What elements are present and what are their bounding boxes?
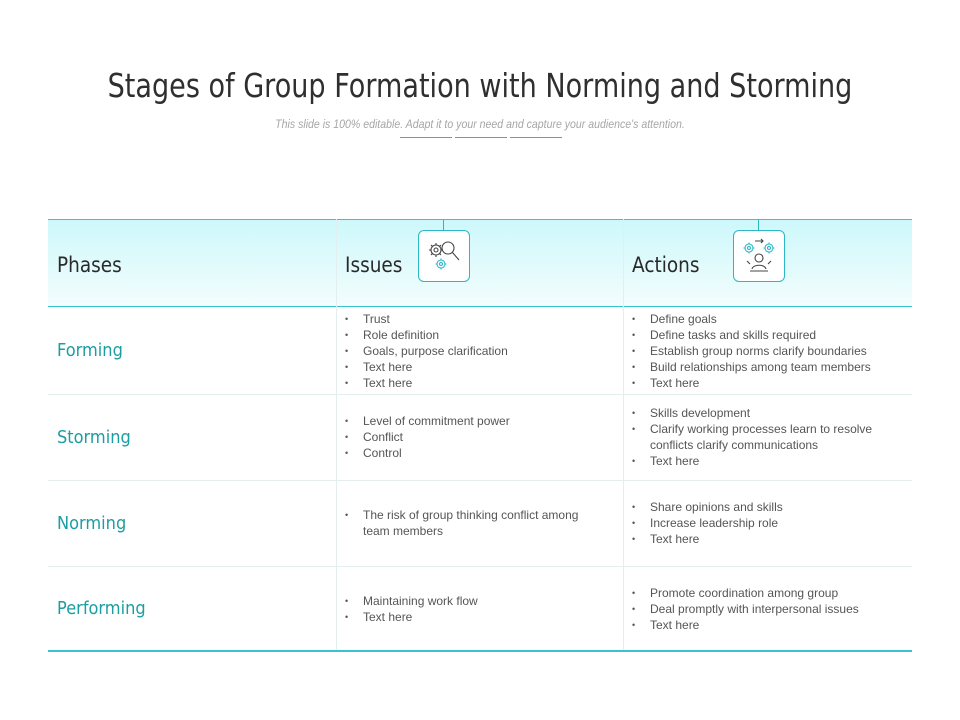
list-item: • Text here — [632, 453, 897, 469]
issues-icon-stem — [443, 220, 444, 230]
list-item: • Increase leadership role — [632, 515, 897, 531]
issues-list — [345, 311, 595, 391]
phase-label: Storming — [57, 427, 131, 448]
issues-list — [345, 507, 595, 539]
list-item: • Text here — [345, 375, 595, 391]
list-item: • Conflict — [345, 429, 595, 445]
issues-list — [345, 593, 595, 625]
list-item: • Establish group norms clarify boundaries — [632, 343, 897, 359]
list-item: • Promote coordination among group — [632, 585, 897, 601]
list-item: • Build relationships among team members — [632, 359, 897, 375]
actions-list — [632, 585, 897, 633]
list-item: • Skills development — [632, 405, 897, 421]
header-phases: Phases — [57, 253, 122, 277]
slide-subtitle: This slide is 100% editable. Adapt it to your need and capture your audience's attention. — [275, 117, 685, 131]
list-item: • Share opinions and skills — [632, 499, 897, 515]
actions-icon-stem — [758, 220, 759, 230]
table-row-forming — [48, 306, 912, 395]
list-item: • Deal promptly with interpersonal issues — [632, 601, 897, 617]
phase-label: Norming — [57, 513, 127, 534]
slide-title: Stages of Group Formation with Norming and Storming — [107, 66, 853, 105]
list-item: • Text here — [632, 531, 897, 547]
header-issues: Issues — [345, 253, 403, 277]
phases-table — [48, 219, 912, 651]
gears-search-icon — [418, 230, 470, 282]
list-item: • Goals, purpose clarification — [345, 343, 595, 359]
list-item: • The risk of group thinking conflict among team members — [345, 507, 595, 539]
list-item: • Text here — [632, 617, 897, 633]
issues-list — [345, 413, 595, 461]
phase-label: Forming — [57, 340, 123, 361]
table-header — [48, 219, 912, 307]
list-item: • Trust — [345, 311, 595, 327]
list-item: • Text here — [345, 359, 595, 375]
list-item: • Clarify working processes learn to resolve conflicts clarify communications — [632, 421, 897, 453]
table-row-storming — [48, 395, 912, 481]
list-item: • Text here — [345, 609, 595, 625]
phase-label: Performing — [57, 598, 146, 619]
list-item: • Text here — [632, 375, 897, 391]
actions-list — [632, 499, 897, 547]
actions-list — [632, 405, 897, 469]
list-item: • Control — [345, 445, 595, 461]
list-item: • Define goals — [632, 311, 897, 327]
actions-list — [632, 311, 897, 391]
list-item: • Role definition — [345, 327, 595, 343]
header-actions: Actions — [632, 253, 700, 277]
list-item: • Maintaining work flow — [345, 593, 595, 609]
list-item: • Define tasks and skills required — [632, 327, 897, 343]
list-item: • Level of commitment power — [345, 413, 595, 429]
team-gears-icon — [733, 230, 785, 282]
table-row-norming — [48, 481, 912, 567]
table-row-performing — [48, 567, 912, 652]
